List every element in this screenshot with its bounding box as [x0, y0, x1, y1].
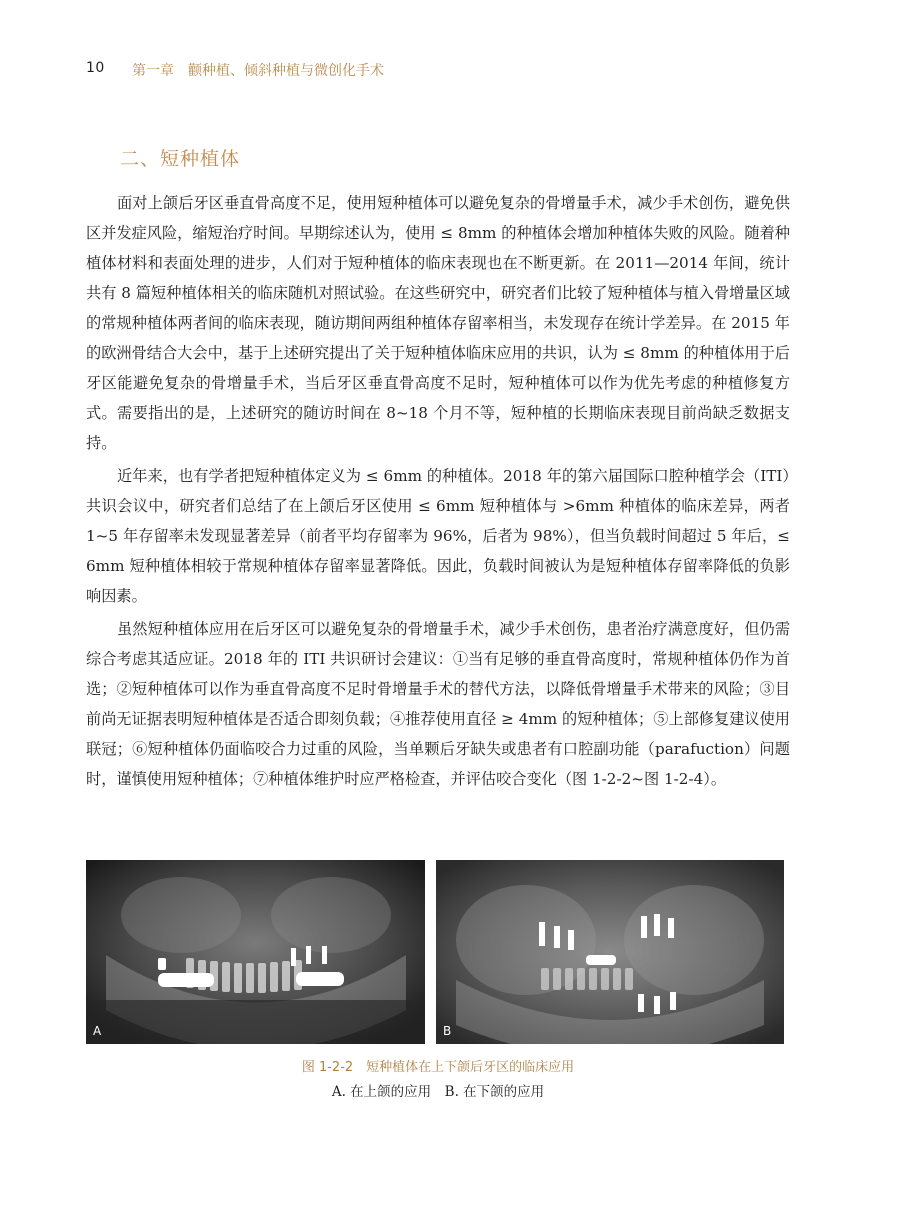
figure-subcaption: A. 在上颌的应用 B. 在下颌的应用 — [331, 1084, 545, 1100]
section-title: 二、短种植体 — [120, 148, 241, 170]
paragraph-1: 面对上颌后牙区垂直骨高度不足，使用短种植体可以避免复杂的骨增量手术，减少手术创伤，避免供区并发症风险，缩短治疗时间。早期综述认为，使用 ≤ 8mm 的种植体会增加种植体失败的风险。随着种植体材料和表面处理的进步，人们对于短种植体的临床表现也在不断更新。在 2011—2014 年间，统计共有 8 篇短种植体相关的临床随机对照试验。在这些研究中，研究者们比较了短种植体与植入骨增量区域的常规种植体两者间的临床表现，随访期间两组种植体存留率相当，未发现存在统计学差异。在 2015 年的欧洲骨结合大会中，基于上述研究提出了关于短种植体临床应用的共识，认为 ≤ 8mm 的种植体用于后牙区能避免复杂的骨增量手术，当后牙区垂直骨高度不足时，短种植体可以作为优先考虑的种植修复方式。需要指出的是，上述研究的随访时间在 8~18 个月不等，短种植的长期临床表现目前尚缺乏数据支持。 — [86, 194, 790, 452]
page-number: 10 — [86, 60, 105, 76]
panoramic-xray-mandible — [436, 860, 784, 1044]
panoramic-xray-maxilla — [86, 860, 425, 1044]
figure-caption: 图 1-2-2 短种植体在上下颌后牙区的临床应用 — [301, 1060, 575, 1075]
chapter-title: 第一章 颧种植、倾斜种植与微创化手术 — [132, 63, 384, 79]
panel-b-label: B — [443, 1024, 452, 1038]
figure-1-2-2 — [86, 860, 784, 1044]
xray-panel-a — [86, 860, 425, 1044]
body-text — [86, 188, 790, 797]
panel-a-label: A — [93, 1024, 102, 1038]
paragraph-3: 虽然短种植体应用在后牙区可以避免复杂的骨增量手术，减少手术创伤，患者治疗满意度好，但仍需综合考虑其适应证。2018 年的 ITI 共识研讨会建议：①当有足够的垂直骨高度时，常规种植体仍作为首选；②短种植体可以作为垂直骨高度不足时骨增量手术的替代方法，以降低骨增量手术带来的风险；③目前尚无证据表明短种植体是否适合即刻负载；④推荐使用直径 ≥ 4mm 的短种植体；⑤上部修复建议使用联冠；⑥短种植体仍面临咬合力过重的风险，当单颗后牙缺失或患者有口腔副功能（parafuction）问题时，谨慎使用短种植体；⑦种植体维护时应严格检查，并评估咬合变化（图 1-2-2~图 1-2-4）。 — [86, 620, 790, 788]
xray-panel-b — [436, 860, 784, 1044]
paragraph-2: 近年来，也有学者把短种植体定义为 ≤ 6mm 的种植体。2018 年的第六届国际口腔种植学会（ITI）共识会议中，研究者们总结了在上颌后牙区使用 ≤ 6mm 短种植体与 >6mm 种植体的临床差异，两者 1~5 年存留率未发现显著差异（前者平均存留率为 96%，后者为 98%），但当负载时间超过 5 年后，≤ 6mm 短种植体相较于常规种植体存留率显著降低。因此，负载时间被认为是短种植体存留率降低的负影响因素。 — [86, 467, 790, 605]
